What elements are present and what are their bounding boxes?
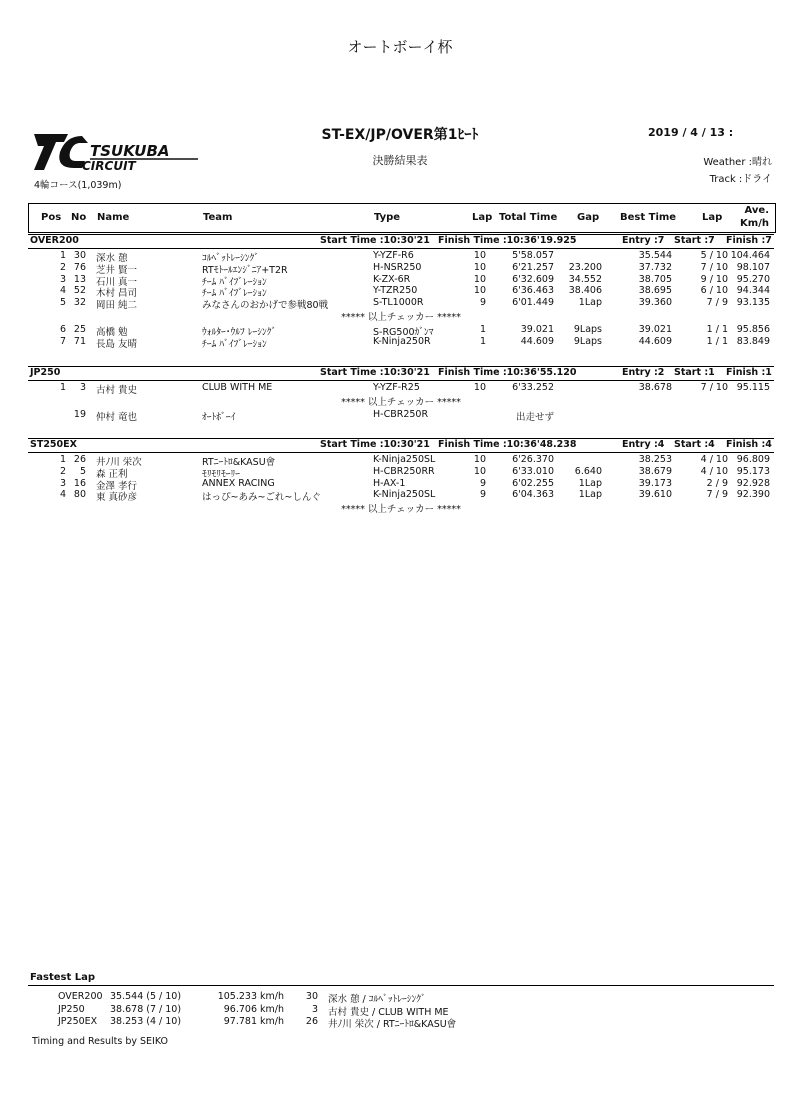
cell-name: 東 真砂彦 [96,492,138,504]
class-entry: Entry :2 [622,367,665,378]
fl-time: 38.253 (4 / 10) [110,1016,182,1027]
cell-team: ﾁｰﾑ ﾊﾞｲﾌﾞﾚｰｼｮﾝ [202,338,267,350]
cell-ave: 95.173 [736,465,770,477]
checker-note: ***** 以上チェッカー ***** [341,504,461,516]
fl-speed: 96.706 km/h [223,1003,284,1015]
result-row [28,466,774,478]
cell-lap: 10 [473,382,486,393]
result-row [28,324,774,336]
col-lap: Lap [472,212,493,223]
class-start-count: Start :4 [674,439,715,450]
cell-name: 井ﾉ川 栄次 [96,457,142,468]
cell-pos: 6 [59,324,66,335]
cell-ave: 95.270 [736,273,770,285]
cell-pos: 1 [59,250,66,261]
class-name: ST250EX [30,439,77,450]
results-subtitle: 決勝結果表 [372,154,428,167]
col-gap: Gap [577,212,600,223]
cell-best: 39.610 [638,489,672,501]
cell-blap: 4 / 10 [700,454,728,465]
cell-no: 19 [73,408,86,420]
cell-ave: 96.809 [736,454,770,465]
cell-name: 高橋 勉 [96,327,128,338]
result-row [28,274,774,286]
cell-gap: 9Laps [573,324,602,335]
cell-team: みなさんのおかげで参戦80戦 [202,300,329,312]
track-condition: Track :ドライ [709,174,772,185]
cell-no: 32 [73,297,86,309]
col-team: Team [203,212,233,223]
cell-blap: 5 / 10 [700,250,728,261]
weather-label: Weather :晴れ [703,157,772,168]
cell-blap: 7 / 9 [706,297,728,309]
cell-pos: 3 [59,477,66,489]
cell-type: Y-YZF-R6 [373,250,414,261]
col-type: Type [374,212,401,223]
cell-team: RTﾆｰﾄﾛ&KASU會 [202,457,276,468]
result-row [28,409,774,421]
cell-type: K-ZX-6R [373,273,411,285]
cell-lap: 10 [473,465,486,477]
fl-class: JP250 [58,1003,85,1015]
cell-name: 芝井 賢一 [96,264,138,276]
footer-credit: Timing and Results by SEIKO [32,1036,169,1047]
cell-gap: 9Laps [573,335,602,347]
fl-time: 35.544 (5 / 10) [110,991,182,1002]
fl-no: 30 [305,991,318,1002]
cell-blap: 1 / 1 [706,335,728,347]
result-row [28,478,774,490]
cell-name: 岡田 純二 [96,300,138,312]
class-start-time: Start Time :10:30'21 [320,367,430,378]
checker-note: ***** 以上チェッカー ***** [341,312,461,323]
cell-lap: 10 [473,285,486,297]
cell-type: H-CBR250RR [373,465,435,477]
col-best-lap: Lap [702,212,723,223]
cell-type: K-Ninja250SL [373,454,436,465]
cell-type: S-RG500ｶﾞﾝﾏ [373,327,434,338]
cell-gap: 23.200 [568,261,602,273]
cell-total: 出走せず [515,411,554,423]
class-finish-count: Finish :4 [726,439,772,450]
cell-best: 39.360 [638,297,672,309]
class-header-over200 [28,234,774,249]
cell-no: 71 [73,335,86,347]
class-finish-time: Finish Time :10:36'19.925 [438,235,577,246]
cell-pos: 4 [59,285,66,297]
result-row [28,382,774,394]
cell-best: 38.695 [638,285,672,297]
cell-best: 35.544 [638,250,672,261]
col-total-time: Total Time [499,212,558,223]
cell-ave: 92.390 [736,489,770,501]
cell-type: H-AX-1 [373,477,406,489]
cell-blap: 7 / 9 [706,489,728,501]
class-header-jp250 [28,366,774,381]
cell-gap: 1Lap [578,297,602,309]
cell-type: S-TL1000R [373,297,424,309]
fl-class: JP250EX [58,1016,98,1027]
svg-text:TSUKUBA: TSUKUBA [90,142,170,160]
cell-name: 木村 昌司 [96,288,138,300]
cell-blap: 7 / 10 [700,382,728,393]
cell-total: 6'04.363 [512,489,554,501]
cell-type: Y-YZF-R25 [373,382,420,393]
fastest-lap-title: Fastest Lap [30,972,95,983]
cell-blap: 9 / 10 [700,273,728,285]
tsukuba-circuit-logo [30,128,210,176]
fl-rider: 井ﾉ川 栄次 / RTﾆｰﾄﾛ&KASU會 [328,1019,457,1030]
cell-gap: 34.552 [568,273,602,285]
cell-gap: 6.640 [574,465,602,477]
cell-total: 5'58.057 [512,250,554,261]
cell-name: 石川 真一 [96,276,138,288]
course-info: 4輪コース(1,039m) [34,180,122,191]
col-best-time: Best Time [620,212,677,223]
cell-name: 深水 憩 [96,253,128,264]
cell-pos: 7 [59,335,66,347]
cell-total: 6'32.609 [512,273,554,285]
cell-team: CLUB WITH ME [202,382,273,393]
cell-total: 6'21.257 [512,261,554,273]
result-row [28,297,774,312]
cell-name: 森 正利 [96,468,128,480]
cell-type: H-NSR250 [373,261,422,273]
col-kmh: Km/h [740,218,769,229]
cell-lap: 9 [479,297,486,309]
cell-lap: 9 [479,477,486,489]
class-entry: Entry :7 [622,235,665,246]
cell-ave: 95.115 [736,382,770,393]
class-finish-count: Finish :7 [726,235,772,246]
cell-no: 52 [73,285,86,297]
cell-total: 6'36.463 [512,285,554,297]
result-row [28,262,774,274]
cell-no: 80 [73,489,86,501]
cell-no: 30 [73,250,86,261]
cell-lap: 10 [473,273,486,285]
class-entry: Entry :4 [622,439,665,450]
cell-lap: 9 [479,489,486,501]
cell-ave: 94.344 [736,285,770,297]
cell-ave: 98.107 [736,261,770,273]
cell-blap: 6 / 10 [700,285,728,297]
cell-total: 39.021 [520,324,554,335]
cell-pos: 1 [59,454,66,465]
cell-team: ANNEX RACING [202,477,275,489]
class-start-count: Start :7 [674,235,715,246]
class-name: JP250 [30,367,61,378]
col-name: Name [97,212,130,223]
cell-pos: 3 [59,273,66,285]
col-no: No [71,212,87,223]
cell-pos: 5 [59,297,66,309]
cell-team: ｵｰﾄﾎﾞｰｲ [202,411,236,423]
fl-rider: 古村 貴史 / CLUB WITH ME [328,1006,449,1018]
cell-no: 76 [73,261,86,273]
cell-team: はっぴ~あみ~ごれ~しんぐ [202,492,321,504]
class-header-st250ex [28,438,774,453]
event-title: ST-EX/JP/OVER第1ﾋｰﾄ [321,127,479,143]
cell-gap: 1Lap [578,489,602,501]
fastest-lap-row [28,991,774,1003]
fl-class: OVER200 [58,991,103,1002]
cell-total: 6'33.252 [512,382,554,393]
cell-best: 37.732 [638,261,672,273]
fastest-lap-row [28,1004,774,1016]
cell-lap: 1 [479,324,486,335]
result-row [28,285,774,300]
cell-total: 6'01.449 [512,297,554,309]
cell-ave: 93.135 [736,297,770,309]
cell-ave: 95.856 [736,324,770,335]
cell-team: ﾁｰﾑ ﾊﾞｲﾌﾞﾚｰｼｮﾝ [202,288,267,300]
cell-total: 6'33.010 [512,465,554,477]
cell-lap: 10 [473,261,486,273]
class-finish-time: Finish Time :10:36'48.238 [438,439,577,450]
cell-ave: 83.849 [736,335,770,347]
cell-lap: 10 [473,250,486,261]
cell-team: RTﾓﾄｰﾙｴﾝｼﾞﾆｱ+T2R [202,264,288,276]
race-date: 2019 / 4 / 13 : [648,126,734,139]
result-row [28,454,774,466]
cell-team: ﾁｰﾑ ﾊﾞｲﾌﾞﾚｰｼｮﾝ [202,276,267,288]
cell-type: H-CBR250R [373,408,429,420]
cell-best: 39.173 [638,477,672,489]
fl-time: 38.678 (7 / 10) [110,1003,182,1015]
cell-team: ﾓﾘﾓﾘﾓｰﾘｰ [202,468,241,480]
class-name: OVER200 [30,235,79,246]
cell-pos: 1 [59,382,66,393]
cell-total: 6'02.255 [512,477,554,489]
cell-blap: 7 / 10 [700,261,728,273]
cell-best: 44.609 [638,335,672,347]
cell-gap: 38.406 [568,285,602,297]
cell-name: 金澤 孝行 [96,480,138,492]
cell-no: 16 [73,477,86,489]
cell-no: 25 [73,324,86,335]
cell-best: 38.705 [638,273,672,285]
cell-best: 38.678 [638,382,672,393]
cell-type: K-Ninja250SL [373,489,436,501]
fl-no: 26 [305,1016,318,1027]
checker-note: ***** 以上チェッカー ***** [341,396,461,408]
class-start-time: Start Time :10:30'21 [320,439,430,450]
cell-gap: 1Lap [578,477,602,489]
cell-lap: 1 [479,335,486,347]
cell-type: Y-TZR250 [373,285,418,297]
cell-best: 38.253 [638,454,672,465]
col-pos: Pos [41,212,62,223]
cell-blap: 2 / 9 [706,477,728,489]
result-row [28,489,774,504]
cell-no: 26 [73,454,86,465]
cell-no: 3 [79,382,86,393]
column-header-row [28,203,776,233]
class-finish-time: Finish Time :10:36'55.120 [438,367,577,378]
cell-pos: 2 [59,261,66,273]
cell-pos: 2 [59,465,66,477]
cell-ave: 104.464 [730,250,770,261]
class-start-count: Start :1 [674,367,715,378]
cell-no: 13 [73,273,86,285]
fastest-lap-divider [28,985,774,986]
organizer-title: オートボーイ杯 [347,38,453,56]
fastest-lap-row [28,1016,774,1028]
class-start-time: Start Time :10:30'21 [320,235,430,246]
result-row [28,250,774,262]
cell-best: 38.679 [638,465,672,477]
col-ave: Ave. [744,205,769,216]
cell-name: 仲村 竜也 [96,411,138,423]
cell-best: 39.021 [638,324,672,335]
cell-ave: 92.928 [736,477,770,489]
fl-speed: 105.233 km/h [217,991,284,1002]
cell-lap: 10 [473,454,486,465]
cell-no: 5 [79,465,86,477]
cell-type: K-Ninja250R [373,335,431,347]
cell-team: ｳｫﾙﾀｰ･ｳﾙﾌ ﾚｰｼﾝｸﾞ [202,327,277,338]
cell-blap: 1 / 1 [706,324,728,335]
cell-total: 6'26.370 [512,454,554,465]
fl-speed: 97.781 km/h [223,1016,284,1027]
result-row [28,336,774,348]
svg-text:CIRCUIT: CIRCUIT [82,159,136,173]
fl-rider: 深水 憩 / ｺﾙﾍﾞｯﾄﾚｰｼﾝｸﾞ [328,994,426,1005]
cell-team: ｺﾙﾍﾞｯﾄﾚｰｼﾝｸﾞ [202,253,260,264]
class-finish-count: Finish :1 [726,367,772,378]
cell-blap: 4 / 10 [700,465,728,477]
cell-total: 44.609 [520,335,554,347]
cell-name: 古村 貴史 [96,385,138,396]
cell-pos: 4 [59,489,66,501]
fl-no: 3 [311,1003,318,1015]
cell-name: 長島 友晴 [96,338,138,350]
